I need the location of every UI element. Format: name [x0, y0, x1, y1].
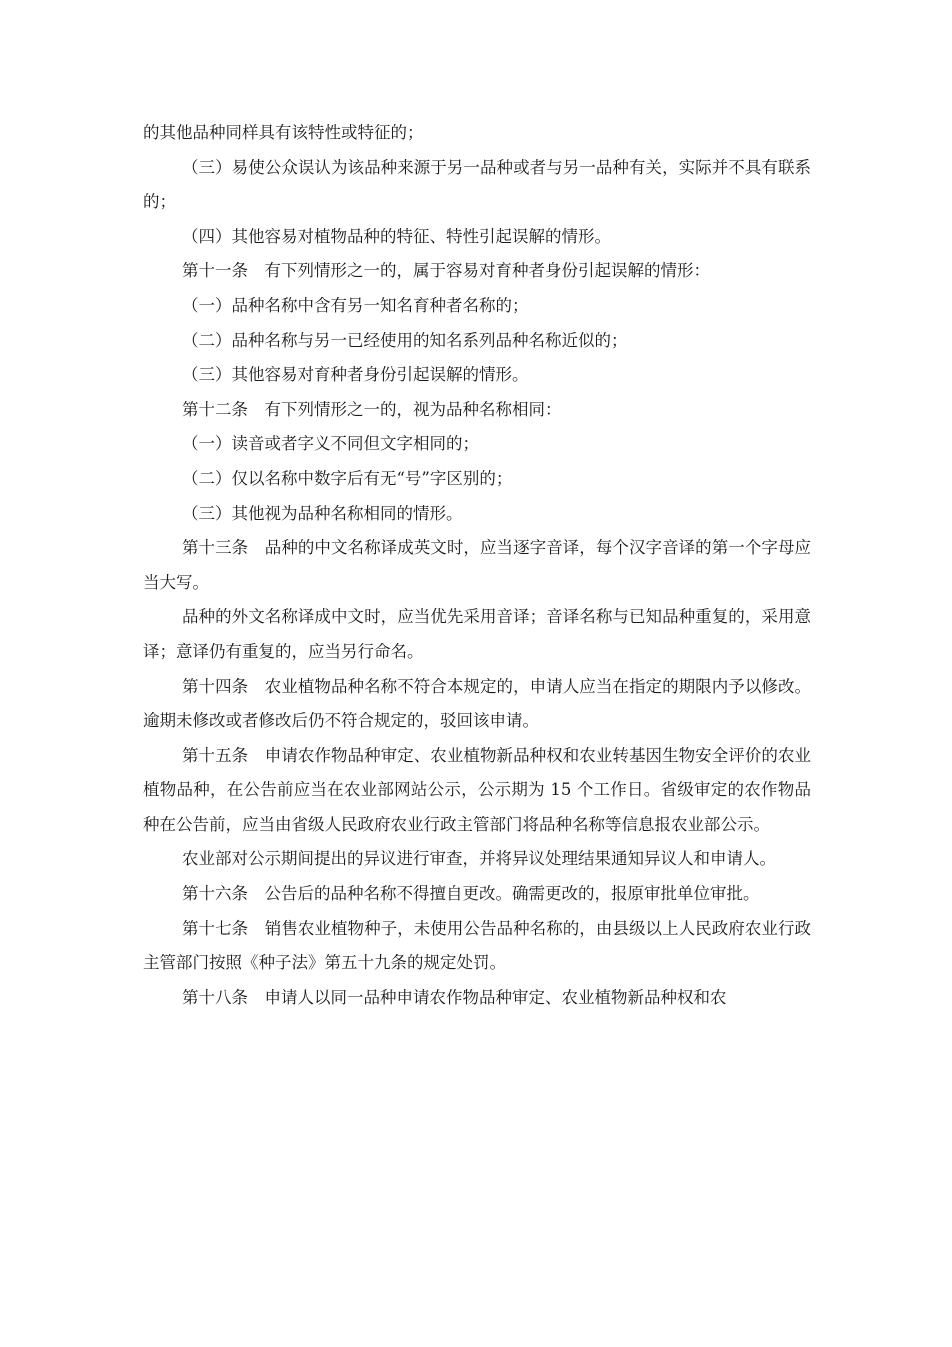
paragraph-article-11-item-3: （三）其他容易对育种者身份引起误解的情形。 — [182, 365, 529, 385]
paragraph-continuation: 的其他品种同样具有该特性或特征的； — [143, 123, 424, 142]
document-body — [143, 116, 811, 1015]
paragraph-article-13: 第十三条 品种的中文名称译成英文时，应当逐字音译，每个汉字音译的第一个字母应当大写。 — [143, 538, 811, 592]
paragraph-article-12-item-3: （三）其他视为品种名称相同的情形。 — [182, 503, 463, 523]
paragraph-article-18: 第十八条 申请人以同一品种申请农作物品种审定、农业植物新品种权和农 — [182, 987, 727, 1007]
paragraph-article-12-item-2: （二）仅以名称中数字后有无“号”字区别的； — [182, 468, 513, 488]
paragraph-article-14: 第十四条 农业植物品种名称不符合本规定的，申请人应当在指定的期限内予以修改。逾期未修改或者修改后仍不符合规定的，驳回该申请。 — [143, 676, 811, 731]
paragraph-article-15: 第十五条 申请农作物品种审定、农业植物新品种权和农业转基因生物安全评价的农业植物品种，在公告前应当在农业部网站公示，公示期为 15 个工作日。省级审定的农作物品种在公告前，应当由省级人民政府农业行政主管部门将品种名称等信息报农业部公示。 — [143, 745, 811, 834]
paragraph-article-11-item-1: （一）品种名称中含有另一知名育种者名称的； — [182, 295, 529, 315]
paragraph-article-13-part-2: 品种的外文名称译成中文时，应当优先采用音译；音译名称与已知品种重复的，采用意译；意译仍有重复的，应当另行命名。 — [143, 607, 811, 661]
paragraph-article-12: 第十二条 有下列情形之一的，视为品种名称相同： — [182, 399, 562, 419]
paragraph-article-11-item-2: （二）品种名称与另一已经使用的知名系列品种名称近似的； — [182, 330, 628, 350]
paragraph-article-16: 第十六条 公告后的品种名称不得擅自更改。确需更改的，报原审批单位审批。 — [182, 884, 760, 904]
paragraph-article-10-item-3: （三）易使公众误认为该品种来源于另一品种或者与另一品种有关，实际并不具有联系的； — [143, 157, 811, 212]
paragraph-article-12-item-1: （一）读音或者字义不同但文字相同的； — [182, 434, 479, 454]
paragraph-article-17: 第十七条 销售农业植物种子，未使用公告品种名称的，由县级以上人民政府农业行政主管部门按照《种子法》第五十九条的规定处罚。 — [143, 918, 811, 973]
paragraph-article-15-part-2: 农业部对公示期间提出的异议进行审查，并将异议处理结果通知异议人和申请人。 — [182, 849, 776, 869]
paragraph-article-11: 第十一条 有下列情形之一的，属于容易对育种者身份引起误解的情形： — [182, 261, 710, 281]
paragraph-article-10-item-4: （四）其他容易对植物品种的特征、特性引起误解的情形。 — [182, 226, 611, 246]
